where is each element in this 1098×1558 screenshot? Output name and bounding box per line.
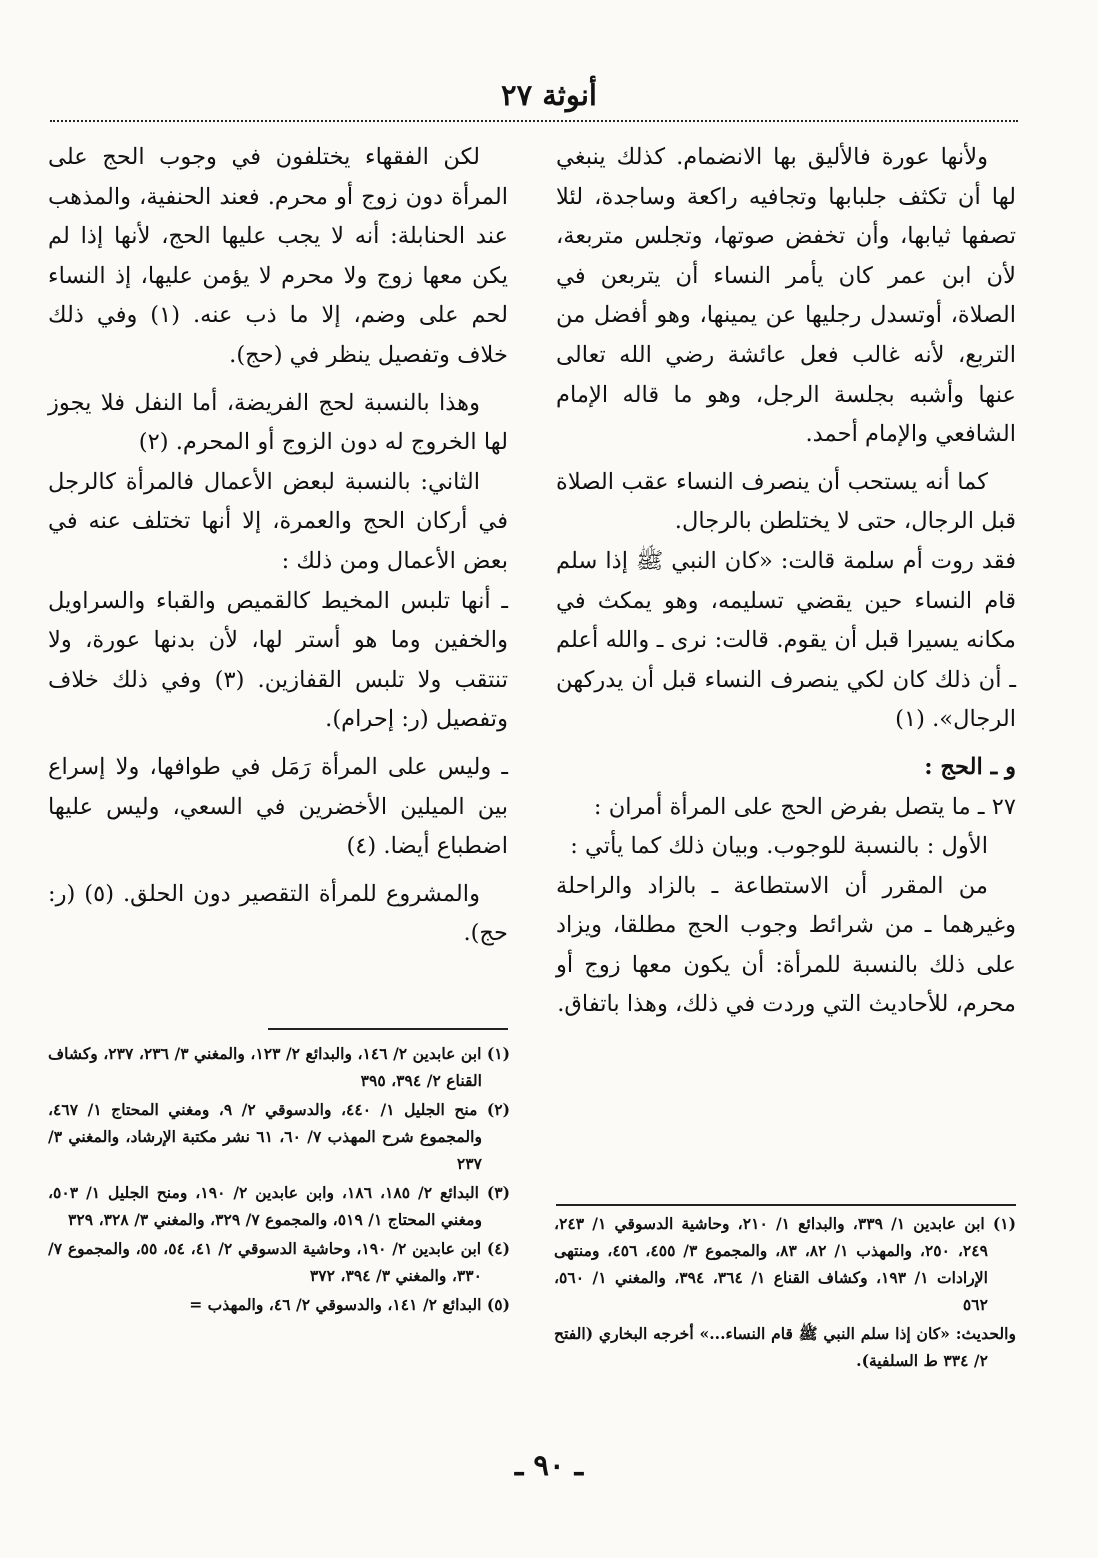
footnote: والحديث: «كان إذا سلم النبي ﷺ قام النساء...» أخرجه البخاري (الفتح ٢/ ٣٣٤ ط السلفية). xyxy=(554,1324,1016,1370)
section-heading: و ـ الحج : xyxy=(924,753,1016,780)
left-column xyxy=(48,138,508,954)
paragraph: ولأنها عورة فالأليق بها الانضمام. كذلك ينبغي لها أن تكثف جلبابها وتجافيه راكعة وساجدة، لئلا تصفها ثيابها، وأن تخفض صوتها، وتجلس متربعة، لأن ابن عمر كان يأمر النساء أن يتربعن في الصلاة، أوتسدل رجليها عن يمينها، وهو أفضل من التربع، لأنه غالب فعل عائشة رضي الله تعالى عنها وأشبه بجلسة الرجل، وهو ما قاله الإمام الشافعي والإمام أحمد. xyxy=(556,144,1016,448)
footnote: (٤) ابن عابدين ٢/ ١٩٠، وحاشية الدسوقي ٢/ ٤١، ٥٤، ٥٥، والمجموع ٧/ ٣٣٠، والمغني ٣/ ٣٩٤، ٣٧٢ xyxy=(48,1239,511,1285)
footnote: (٢) منح الجليل ١/ ٤٤٠، والدسوقي ٢/ ٩، ومغني المحتاج ١/ ٤٦٧، والمجموع شرح المهذب ٧/ ٦٠، ٦١ نشر مكتبة الإرشاد، والمغني ٣/ ٢٣٧ xyxy=(48,1100,511,1173)
paragraph: الثاني: بالنسبة لبعض الأعمال فالمرأة كالرجل في أركان الحج والعمرة، إلا أنها تختلف عنه في بعض الأعمال ومن ذلك : xyxy=(48,468,508,574)
page-number: ـ ٩٠ ـ xyxy=(514,1448,584,1482)
paragraph: لكن الفقهاء يختلفون في وجوب الحج على المرأة دون زوج أو محرم. فعند الحنفية، والمذهب عند الحنابلة: أنه لا يجب عليها الحج، لأنها إذا لم يكن معها زوج ولا محرم لا يؤمن عليها، إذ النساء لحم على وضم، إلا ما ذب عنه. (١) وفي ذلك خلاف وتفصيل ينظر في (حج). xyxy=(48,144,508,368)
paragraph: ٢٧ ـ ما يتصل بفرض الحج على المرأة أمران : xyxy=(593,793,1016,820)
header-dotted-rule xyxy=(50,120,1018,122)
paragraph: فقد روت أم سلمة قالت: «كان النبي ﷺ إذا سلم قام النساء حين يقضي تسليمه، وهو يمكث في مكانه يسيرا قبل أن يقوم. قالت: نرى ـ والله أعلم ـ أن ذلك كان لكي ينصرف النساء قبل أن يدركهن الرجال». (١) xyxy=(556,547,1016,733)
paragraph: والمشروع للمرأة التقصير دون الحلق. (٥) (ر: حج). xyxy=(48,880,508,947)
footnote-separator xyxy=(556,1204,1016,1206)
page-header: أنوثة ٢٧ xyxy=(501,78,597,112)
paragraph: الأول : بالنسبة للوجوب. وبيان ذلك كما يأتي : xyxy=(570,833,988,860)
footnote: (٣) البدائع ٢/ ١٨٥، ١٨٦، وابن عابدين ٢/ ١٩٠، ومنح الجليل ١/ ٥٠٣، ومغني المحتاج ١/ ٥١٩، والمجموع ٧/ ٣٢٩، والمغني ٣/ ٣٢٨، ٣٢٩ xyxy=(48,1183,511,1229)
footnotes-left xyxy=(48,1040,510,1320)
list-item: ـ أنها تلبس المخيط كالقميص والقباء والسراويل والخفين وما هو أستر لها، لأن بدنها عورة، ولا تنتقب ولا تلبس القفازين. (٣) وفي ذلك خلاف وتفصيل (ر: إحرام). xyxy=(48,587,508,733)
right-column xyxy=(556,138,1016,1025)
footnotes-right xyxy=(554,1210,1016,1376)
paragraph: وهذا بالنسبة لحج الفريضة، أما النفل فلا يجوز لها الخروج له دون الزوج أو المحرم. (٢) xyxy=(48,389,508,456)
footnote: (٥) البدائع ٢/ ١٤١، والدسوقي ٢/ ٤٦، والمهذب = xyxy=(189,1295,510,1314)
paragraph: من المقرر أن الاستطاعة ـ بالزاد والراحلة وغيرهما ـ من شرائط وجوب الحج مطلقا، ويزاد على ذلك بالنسبة للمرأة: أن يكون معها زوج أو محرم، للأحاديث التي وردت في ذلك، وهذا باتفاق. xyxy=(556,872,1016,1018)
list-item: ـ وليس على المرأة رَمَل في طوافها، ولا إسراع بين الميلين الأخضرين في السعي، وليس عليها اضطباع أيضا. (٤) xyxy=(48,753,508,860)
paragraph: كما أنه يستحب أن ينصرف النساء عقب الصلاة قبل الرجال، حتى لا يختلطن بالرجال. xyxy=(556,468,1016,535)
footnote: (١) ابن عابدين ١/ ٣٣٩، والبدائع ١/ ٢١٠، وحاشية الدسوقي ١/ ٢٤٣، ٢٤٩، ٢٥٠، والمهذب ١/ ٨٢، ٨٣، والمجموع ٣/ ٤٥٥، ٤٥٦، ومنتهى الإرادات ١/ ١٩٣، وكشاف القناع ١/ ٣٦٤، ٣٩٤، والمغني ١/ ٥٦٠، ٥٦٢ xyxy=(554,1214,1017,1314)
footnote-separator xyxy=(268,1028,508,1030)
footnote: (١) ابن عابدين ٢/ ١٤٦، والبدائع ٢/ ١٢٣، والمغني ٣/ ٢٣٦، ٢٣٧، وكشاف القناع ٢/ ٣٩٤، ٣٩٥ xyxy=(48,1044,511,1090)
